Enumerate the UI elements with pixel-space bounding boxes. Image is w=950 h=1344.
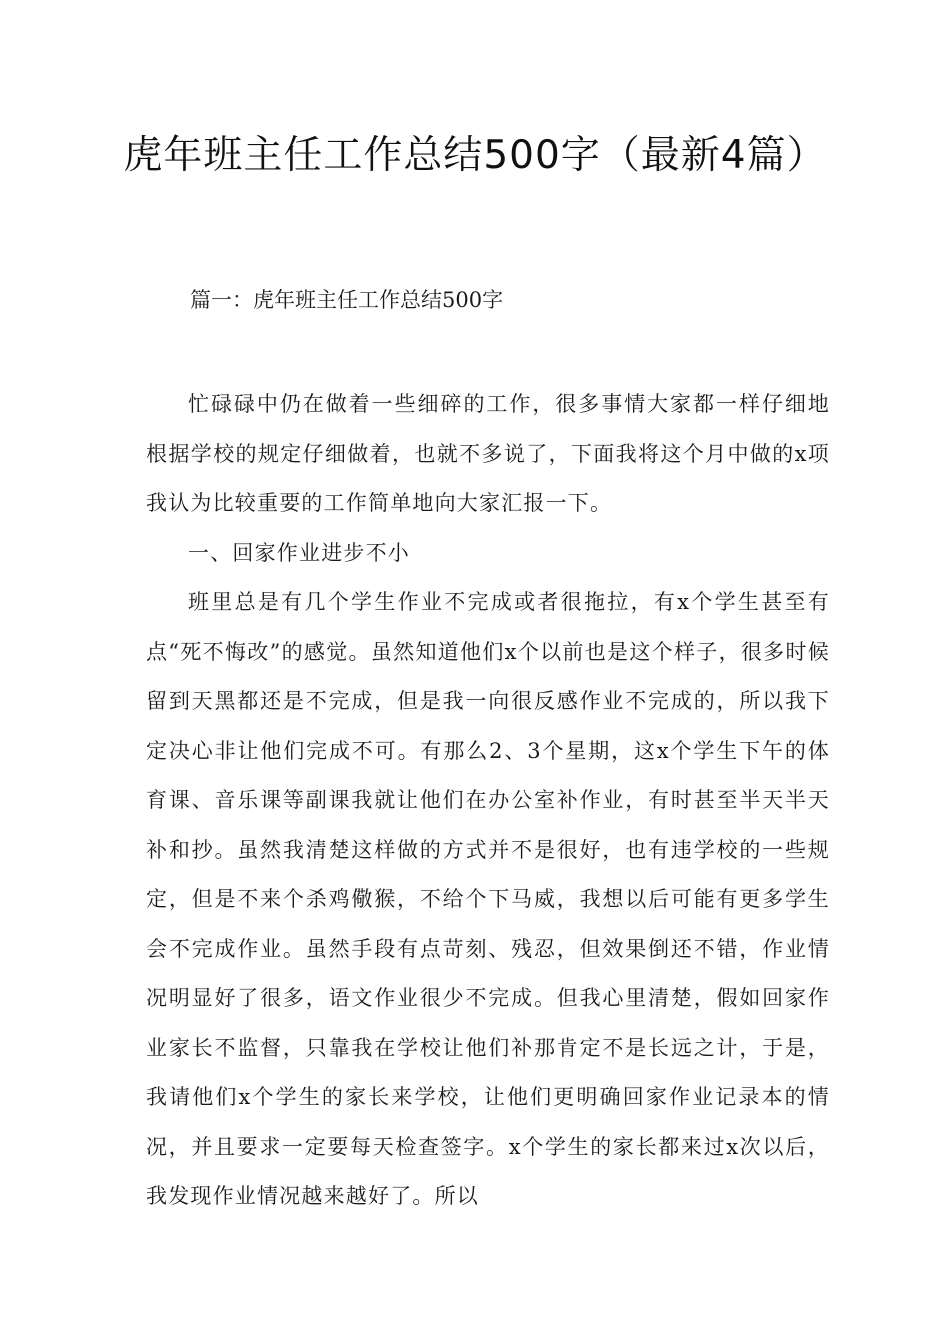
document-title: 虎年班主任工作总结500字（最新4篇） — [123, 133, 827, 178]
paragraph-homework: 班里总是有几个学生作业不完成或者很拖拉，有x个学生甚至有点“死不悔改”的感觉。虽然知道他们x个以前也是这个样子，很多时候留到天黑都还是不完成，但是我一向很反感作业不完成的，所以我下定决心非让他们完成不可。有那么2、3个星期，这x个学生下午的体育课、音乐课等副课我就让他们在办公室补作业，有时甚至半天半天补和抄。虽然我清楚这样做的方式并不是很好，也有违学校的一些规定，但是不来个杀鸡儆猴，不给个下马威，我想以后可能有更多学生会不完成作业。虽然手段有点苛刻、残忍，但效果倒还不错，作业情况明显好了很多，语文作业很少不完成。但我心里清楚，假如回家作业家长不监督，只靠我在学校让他们补那肯定不是长远之计，于是，我请他们x个学生的家长来学校，让他们更明确回家作业记录本的情况，并且要求一定要每天检查签字。x个学生的家长都来过x次以后，我发现作业情况越来越好了。所以 — [146, 590, 830, 1208]
section-heading: 篇一：虎年班主任工作总结500字 — [190, 288, 504, 312]
subheading-homework: 一、回家作业进步不小 — [188, 540, 410, 565]
paragraph-intro: 忙碌碌中仍在做着一些细碎的工作，很多事情大家都一样仔细地根据学校的规定仔细做着，也就不多说了，下面我将这个月中做的x项我认为比较重要的工作简单地向大家汇报一下。 — [146, 392, 830, 515]
document-body — [146, 380, 830, 1222]
